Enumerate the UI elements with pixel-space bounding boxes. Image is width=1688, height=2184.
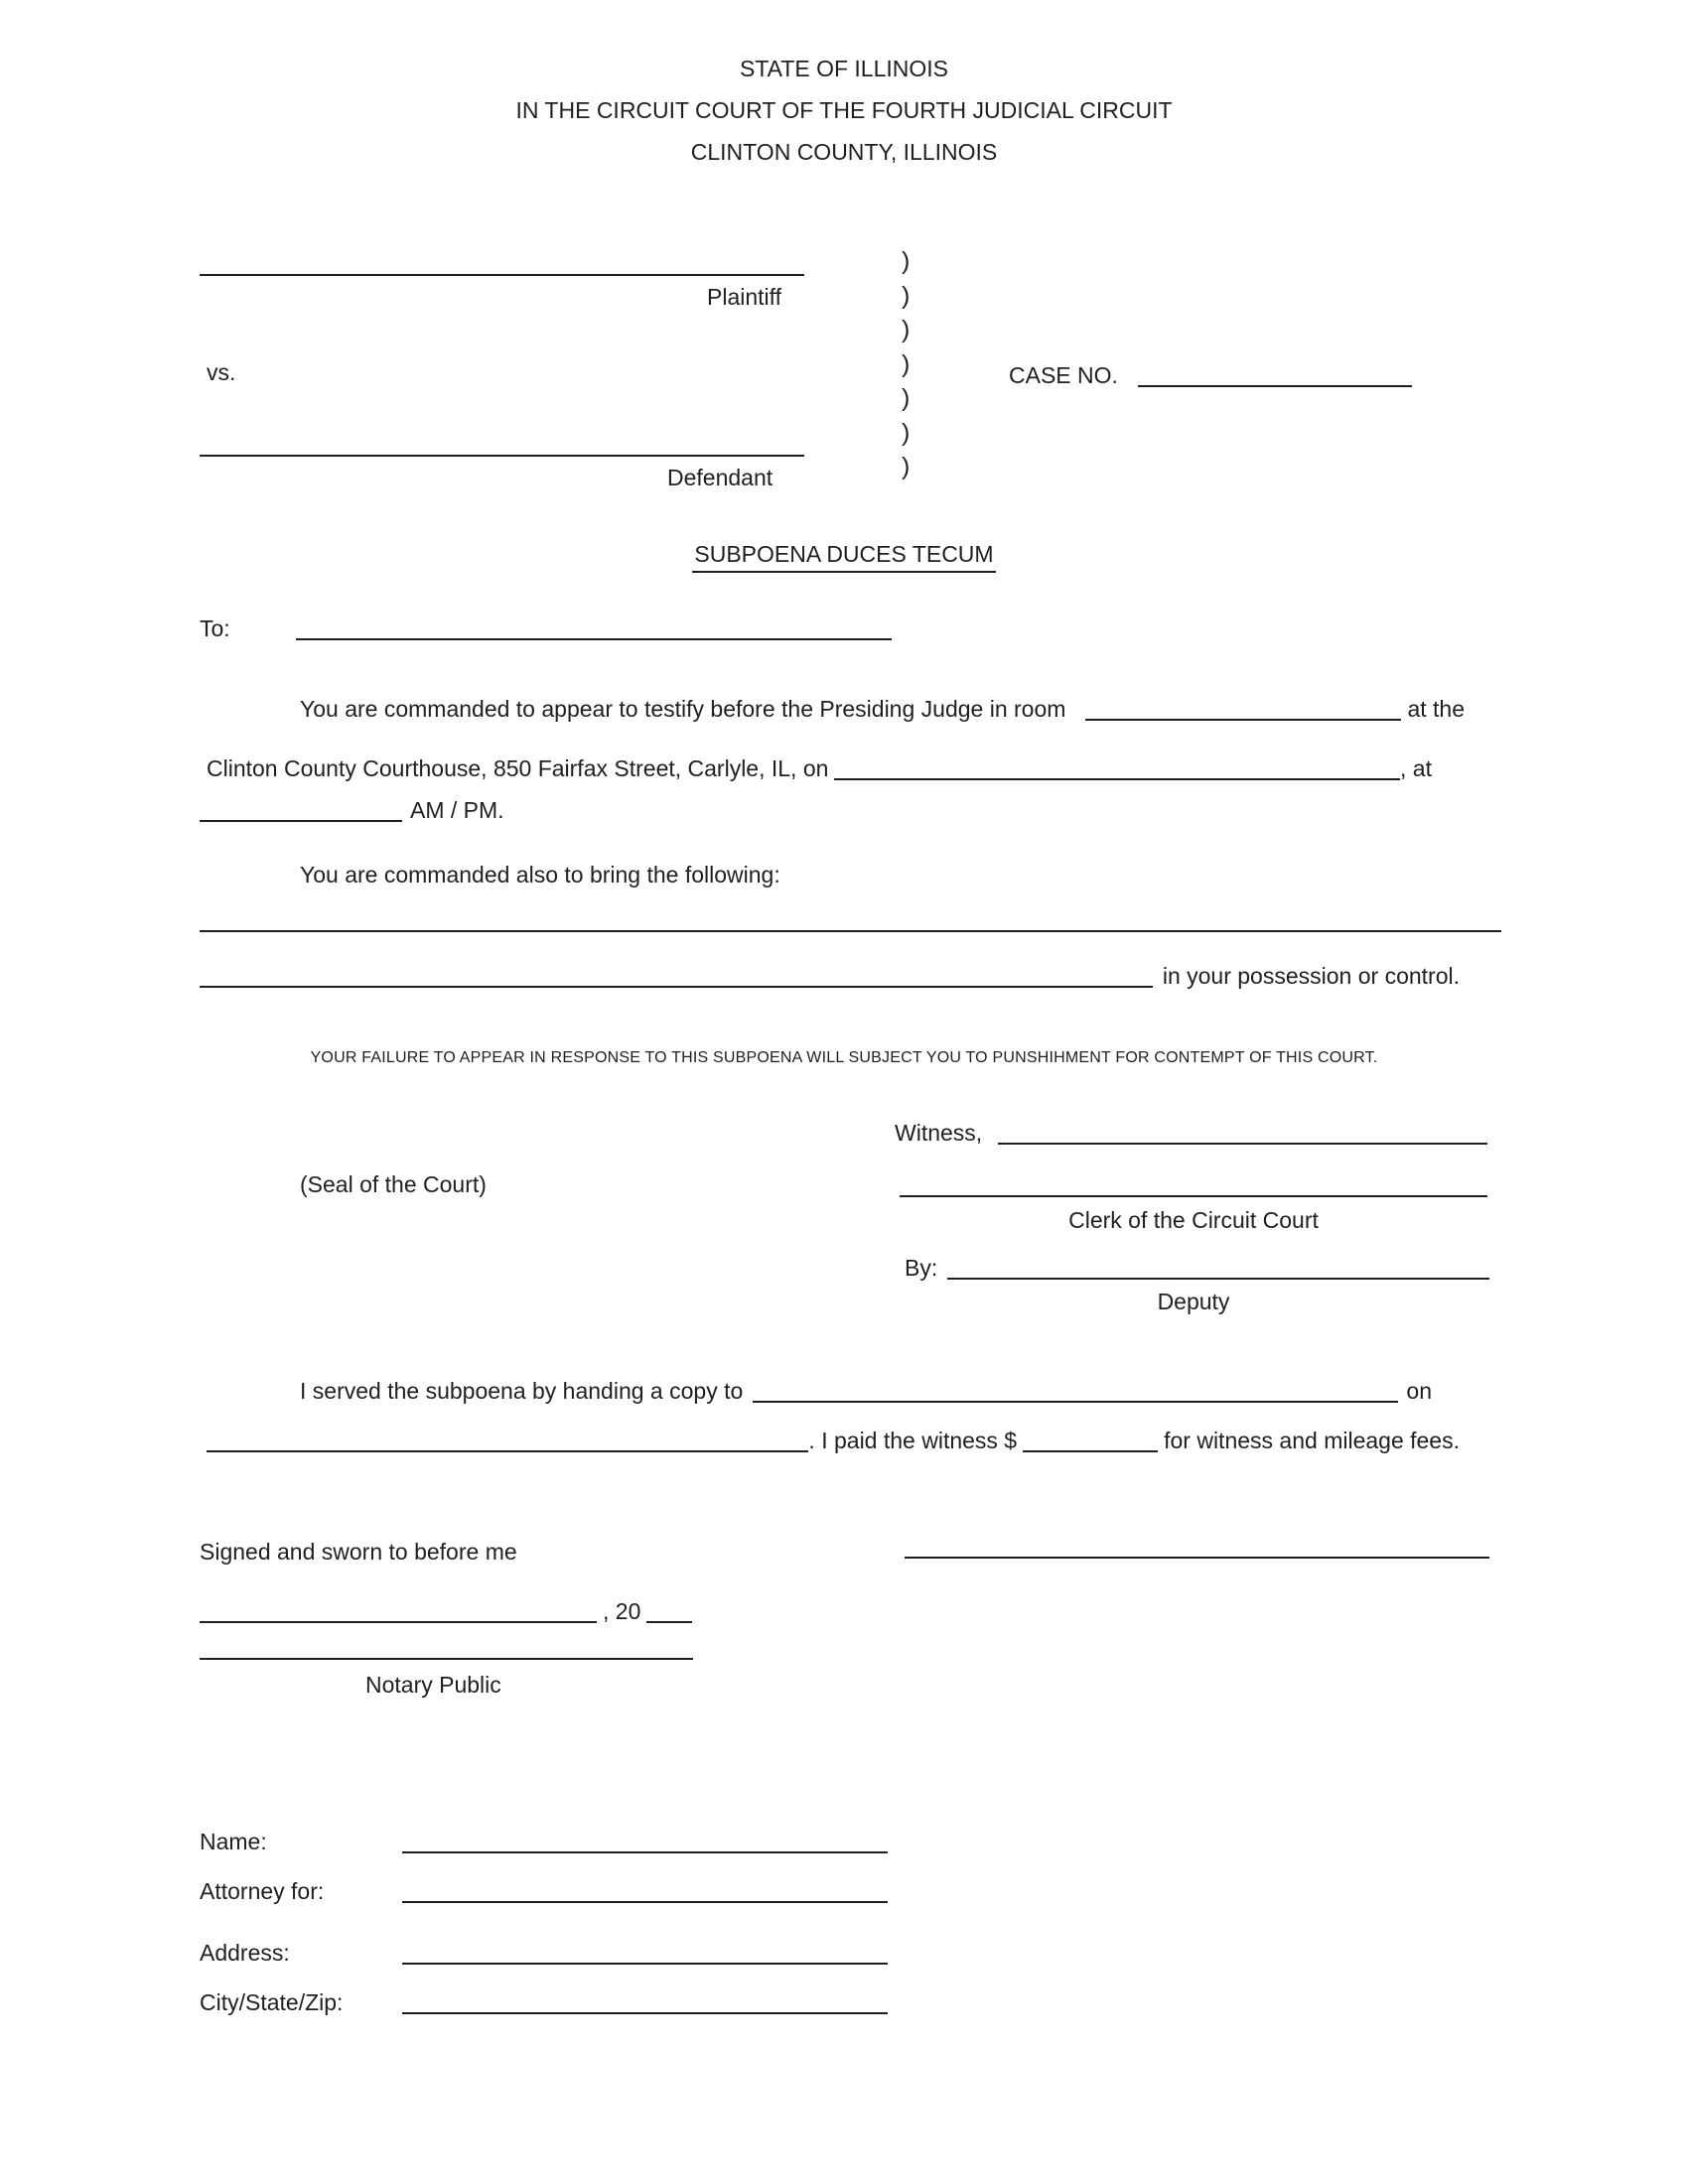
defendant-name-blank[interactable] [200, 435, 804, 457]
header-county: CLINTON COUNTY, ILLINOIS [690, 139, 998, 165]
bracket-paren: ) [902, 453, 911, 480]
address-row [200, 1938, 888, 1968]
to-label: To: [200, 615, 230, 641]
notary-year-blank[interactable] [646, 1621, 692, 1623]
fees-text: for witness and mileage fees. [1164, 1428, 1460, 1453]
name-blank[interactable] [402, 1851, 888, 1853]
notary-label: Notary Public [365, 1672, 501, 1698]
served-to-blank[interactable] [753, 1401, 1398, 1403]
clerk-label: Clerk of the Circuit Court [1068, 1207, 1319, 1233]
by-row [905, 1253, 1489, 1283]
form-title: SUBPOENA DUCES TECUM [0, 541, 1688, 573]
deputy-label: Deputy [1157, 1289, 1230, 1314]
bring-text: You are commanded also to bring the following: [300, 862, 780, 887]
witness-date-blank[interactable] [998, 1143, 1487, 1145]
plaintiff-name-blank[interactable] [200, 254, 804, 276]
appear-line-2 [207, 753, 1432, 783]
header-court: IN THE CIRCUIT COURT OF THE FOURTH JUDICIAL CIRCUIT [515, 97, 1173, 123]
attorney-for-blank[interactable] [402, 1901, 888, 1903]
deputy-signature-blank[interactable] [947, 1278, 1489, 1280]
address-blank[interactable] [402, 1963, 888, 1965]
sworn-label: Signed and sworn to before me [200, 1539, 517, 1565]
documents-line-2-blank[interactable] [200, 986, 1153, 988]
witness-label: Witness, [895, 1120, 983, 1146]
bracket-paren: ) [902, 418, 911, 447]
plaintiff-label: Plaintiff [707, 284, 782, 310]
attorney-for-row [200, 1876, 888, 1906]
served-line-2 [207, 1426, 1460, 1455]
bracket-paren: ) [902, 316, 911, 343]
hearing-date-blank[interactable] [834, 778, 1400, 780]
to-row [200, 614, 892, 643]
notary-signature-blank[interactable] [200, 1638, 693, 1660]
city-state-zip-row [200, 1987, 888, 2017]
documents-line-1-blank[interactable] [200, 910, 1501, 932]
ampm-text: AM / PM. [410, 797, 504, 823]
witness-row [895, 1118, 1487, 1148]
attorney-for-label: Attorney for: [200, 1878, 325, 1904]
clerk-signature-blank[interactable] [900, 1175, 1487, 1197]
possession-row [200, 961, 1460, 991]
possession-text: in your possession or control. [1162, 963, 1460, 989]
bracket-paren: ) [902, 384, 911, 412]
witness-fee-blank[interactable] [1023, 1450, 1158, 1452]
header-state: STATE OF ILLINOIS [739, 56, 949, 81]
appear-line-1 [300, 694, 1465, 724]
paid-text: . I paid the witness $ [808, 1428, 1018, 1453]
city-state-zip-blank[interactable] [402, 2012, 888, 2014]
server-signature-blank[interactable] [905, 1537, 1489, 1559]
hearing-time-blank[interactable] [200, 820, 402, 822]
served-date-blank[interactable] [207, 1450, 808, 1452]
appear-text-before: You are commanded to appear to testify before the Presiding Judge in room [300, 696, 1066, 722]
name-label: Name: [200, 1829, 267, 1854]
seal-label: (Seal of the Court) [300, 1171, 487, 1197]
case-number-blank[interactable] [1138, 385, 1412, 387]
bracket-paren: ) [902, 281, 911, 310]
city-state-zip-label: City/State/Zip: [200, 1989, 344, 2015]
name-row [200, 1827, 888, 1856]
served-line-1 [300, 1376, 1432, 1406]
by-label: By: [905, 1255, 938, 1281]
notary-date-blank[interactable] [200, 1621, 597, 1623]
defendant-label: Defendant [667, 465, 774, 490]
location-text: Clinton County Courthouse, 850 Fairfax Street, Carlyle, IL, on [207, 755, 829, 781]
room-number-blank[interactable] [1085, 719, 1401, 721]
to-recipient-blank[interactable] [296, 638, 892, 640]
failure-warning-text: YOUR FAILURE TO APPEAR IN RESPONSE TO THIS SUBPOENA WILL SUBJECT YOU TO PUNSHIHMENT FOR CONTEMPT OF THIS COURT. [310, 1049, 1378, 1066]
appear-line-3 [200, 795, 504, 825]
case-no-label: CASE NO. [1009, 362, 1118, 388]
served-text-after: on [1406, 1378, 1432, 1404]
address-label: Address: [200, 1940, 290, 1966]
notary-date-row [200, 1596, 692, 1626]
appear-text-after: at the [1407, 696, 1465, 722]
vs-label: vs. [207, 359, 236, 385]
case-number-row [1009, 360, 1412, 390]
court-header [0, 48, 1688, 173]
location-after-text: , at [1400, 755, 1432, 781]
bracket-paren: ) [902, 349, 911, 378]
year-prefix-text: , 20 [603, 1598, 641, 1624]
caption-bracket [902, 244, 910, 484]
bracket-paren: ) [902, 247, 911, 275]
served-text-before: I served the subpoena by handing a copy to [300, 1378, 744, 1404]
